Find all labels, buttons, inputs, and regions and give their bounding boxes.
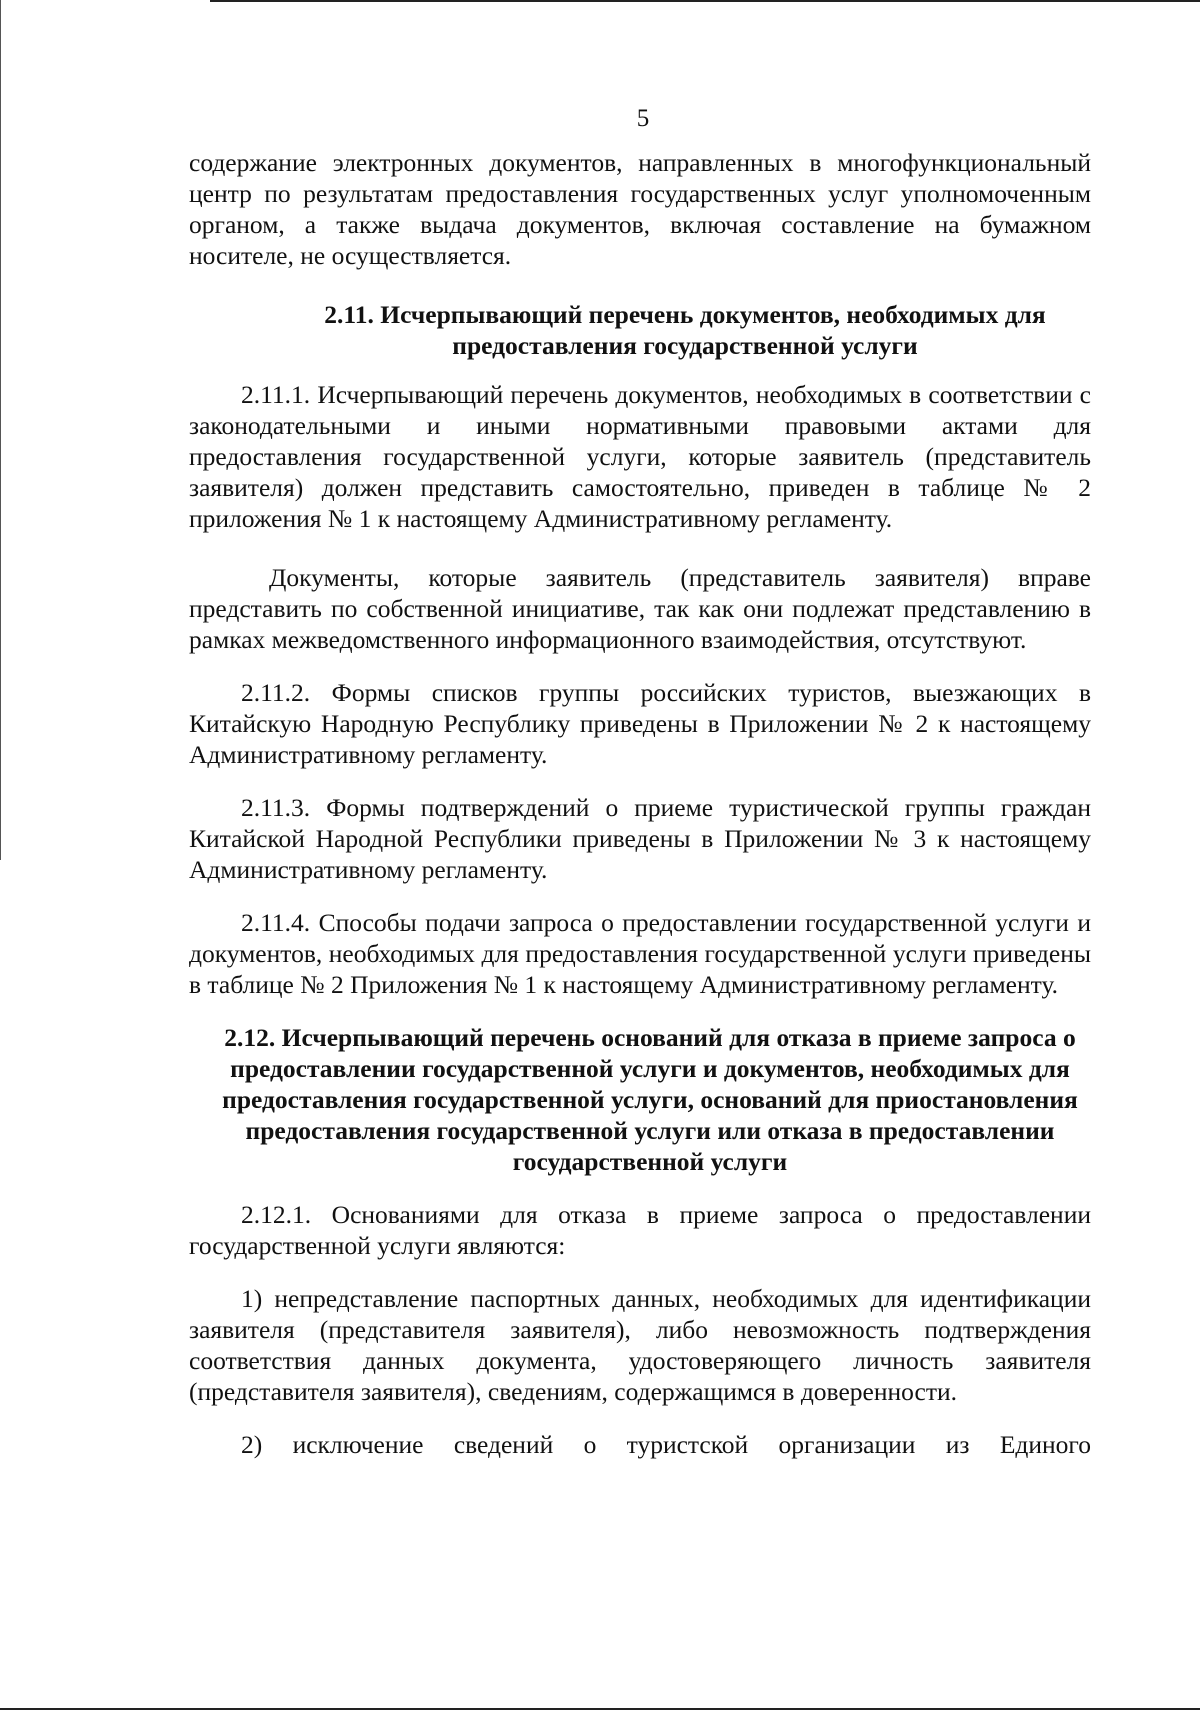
list-item-1: 1) непредставление паспортных данных, необходимых для идентификации заявителя (представителя заявителя), либо невозможность подтверждения соответствия данных документа, удостоверяющего личность заявителя (представителя заявителя), сведениям, содержащимся в доверенности.: [189, 1284, 1091, 1406]
section-heading-2-12: 2.12. Исчерпывающий перечень оснований для отказа в приеме запроса о предоставлении государственной услуги и документов, необходимых для предоставления государственной услуги, оснований для приостановления предоставления государственной услуги или отказа в предоставлении государственной услуги: [222, 1023, 1078, 1176]
scan-bottom-rule: [0, 1708, 1200, 1710]
paragraph-2-11-1: 2.11.1. Исчерпывающий перечень документов, необходимых в соответствии с законодательными и иными нормативными правовыми актами для предоставления государственной услуги, которые заявитель (представитель заявителя) должен представить самостоятельно, приведен в таблице № 2 приложения № 1 к настоящему Административному регламенту.: [189, 380, 1091, 533]
paragraph-documents-initiative: Документы, которые заявитель (представитель заявителя) вправе представить по собственной инициативе, так как они подлежат представлению в рамках межведомственного информационного взаимодействия, отсутствуют.: [189, 563, 1091, 654]
paragraph-2-11-4: 2.11.4. Способы подачи запроса о предоставлении государственной услуги и документов, необходимых для предоставления государственной услуги приведены в таблице № 2 Приложения № 1 к настоящему Административному регламенту.: [189, 908, 1091, 999]
paragraph-continuation: содержание электронных документов, направленных в многофункциональный центр по результатам предоставления государственных услуг уполномоченным органом, а также выдача документов, включая составление на бумажном носителе, не осуществляется.: [189, 148, 1091, 270]
page-content: [189, 147, 1091, 1460]
page-number: 5: [636, 105, 650, 132]
list-item-2: 2) исключение сведений о туристской организации из Единого: [241, 1430, 1091, 1459]
section-heading-2-11: 2.11. Исчерпывающий перечень документов, необходимых для предоставления государственной услуги: [324, 300, 1046, 360]
paragraph-2-12-1: 2.12.1. Основаниями для отказа в приеме запроса о предоставлении государственной услуги являются:: [189, 1200, 1091, 1260]
scan-top-rule: [210, 0, 1200, 2]
paragraph-2-11-3: 2.11.3. Формы подтверждений о приеме туристической группы граждан Китайской Народной Республики приведены в Приложении № 3 к настоящему Административному регламенту.: [189, 793, 1091, 884]
paragraph-2-11-2: 2.11.2. Формы списков группы российских туристов, выезжающих в Китайскую Народную Республику приведены в Приложении № 2 к настоящему Административному регламенту.: [189, 678, 1091, 769]
